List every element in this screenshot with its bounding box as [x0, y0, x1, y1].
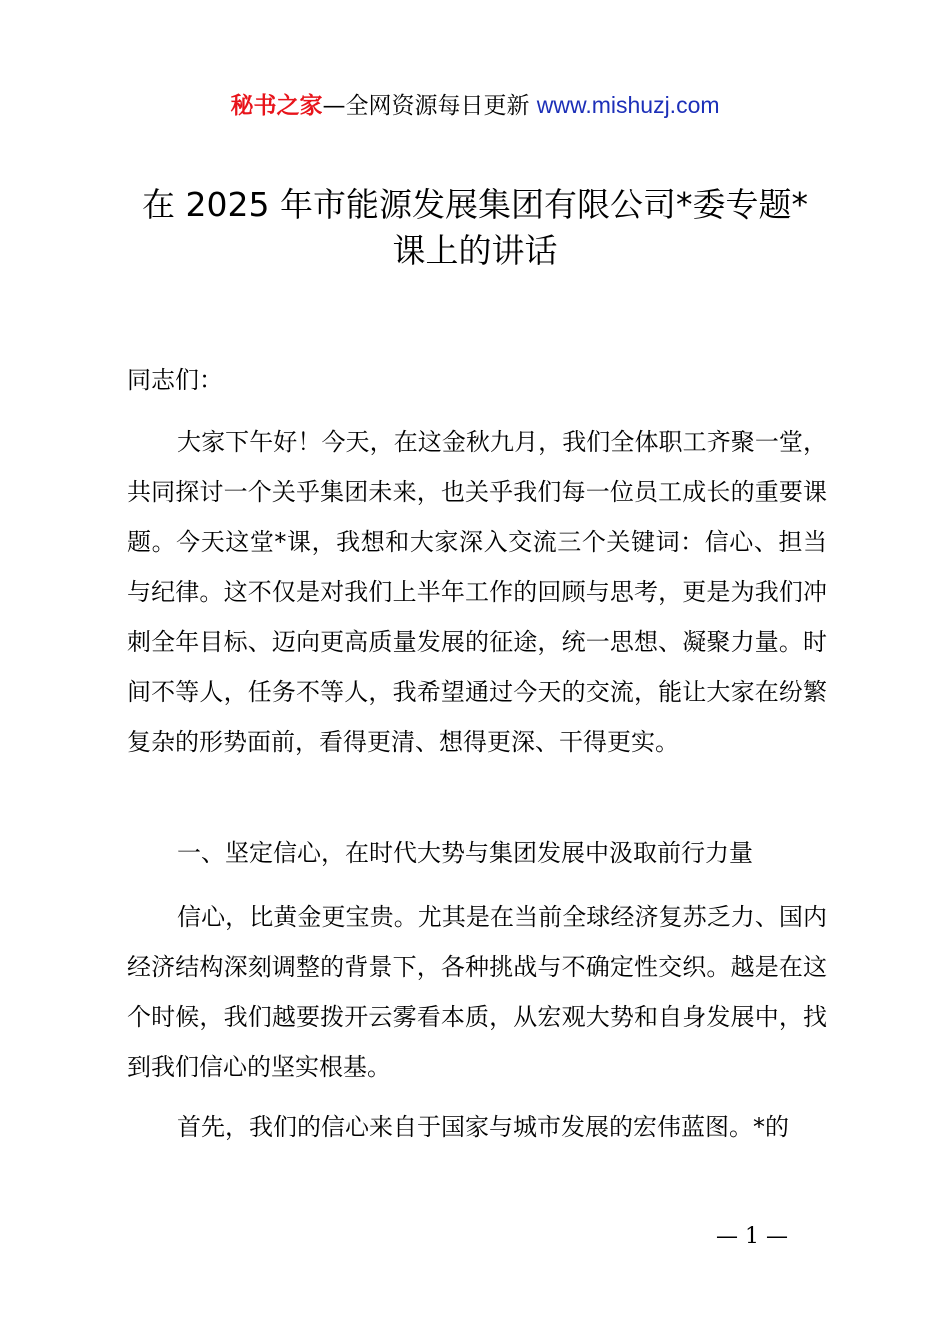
body-paragraph-1	[127, 417, 827, 767]
paragraph-text: 首先，我们的信心来自于国家与城市发展的宏伟蓝图。*的	[177, 1113, 789, 1141]
section-heading-1: 一、坚定信心，在时代大势与集团发展中汲取前行力量	[177, 839, 753, 867]
salutation: 同志们：	[127, 366, 223, 394]
brand-name: 秘书之家	[230, 93, 323, 119]
paragraph-text: 信心，比黄金更宝贵。尤其是在当前全球经济复苏乏力、国内经济结构深刻调整的背景下，各种挑战与不确定性交织。越是在这个时候，我们越要拨开云雾看本质，从宏观大势和自身发展中，找到我们信心的坚实根基。	[127, 903, 827, 1081]
body-paragraph-2	[127, 892, 827, 1092]
page-number: — 1 —	[716, 1224, 788, 1249]
document-title	[100, 182, 850, 274]
site-url-link[interactable]: www.mishuzj.com	[536, 92, 720, 118]
site-header	[0, 90, 950, 121]
header-tagline: —全网资源每日更新	[322, 93, 530, 119]
title-line-2: 课上的讲话	[392, 231, 558, 270]
paragraph-text: 大家下午好！今天，在这金秋九月，我们全体职工齐聚一堂，共同探讨一个关乎集团未来，也关乎我们每一位员工成长的重要课题。今天这堂*课，我想和大家深入交流三个关键词：信心、担当与纪律。这不仅是对我们上半年工作的回顾与思考，更是为我们冲刺全年目标、迈向更高质量发展的征途，统一思想、凝聚力量。时间不等人，任务不等人，我希望通过今天的交流，能让大家在纷繁复杂的形势面前，看得更清、想得更深、干得更实。	[127, 428, 827, 756]
body-paragraph-3	[127, 1102, 827, 1152]
title-line-1: 在 2025 年市能源发展集团有限公司*委专题*	[142, 185, 808, 224]
